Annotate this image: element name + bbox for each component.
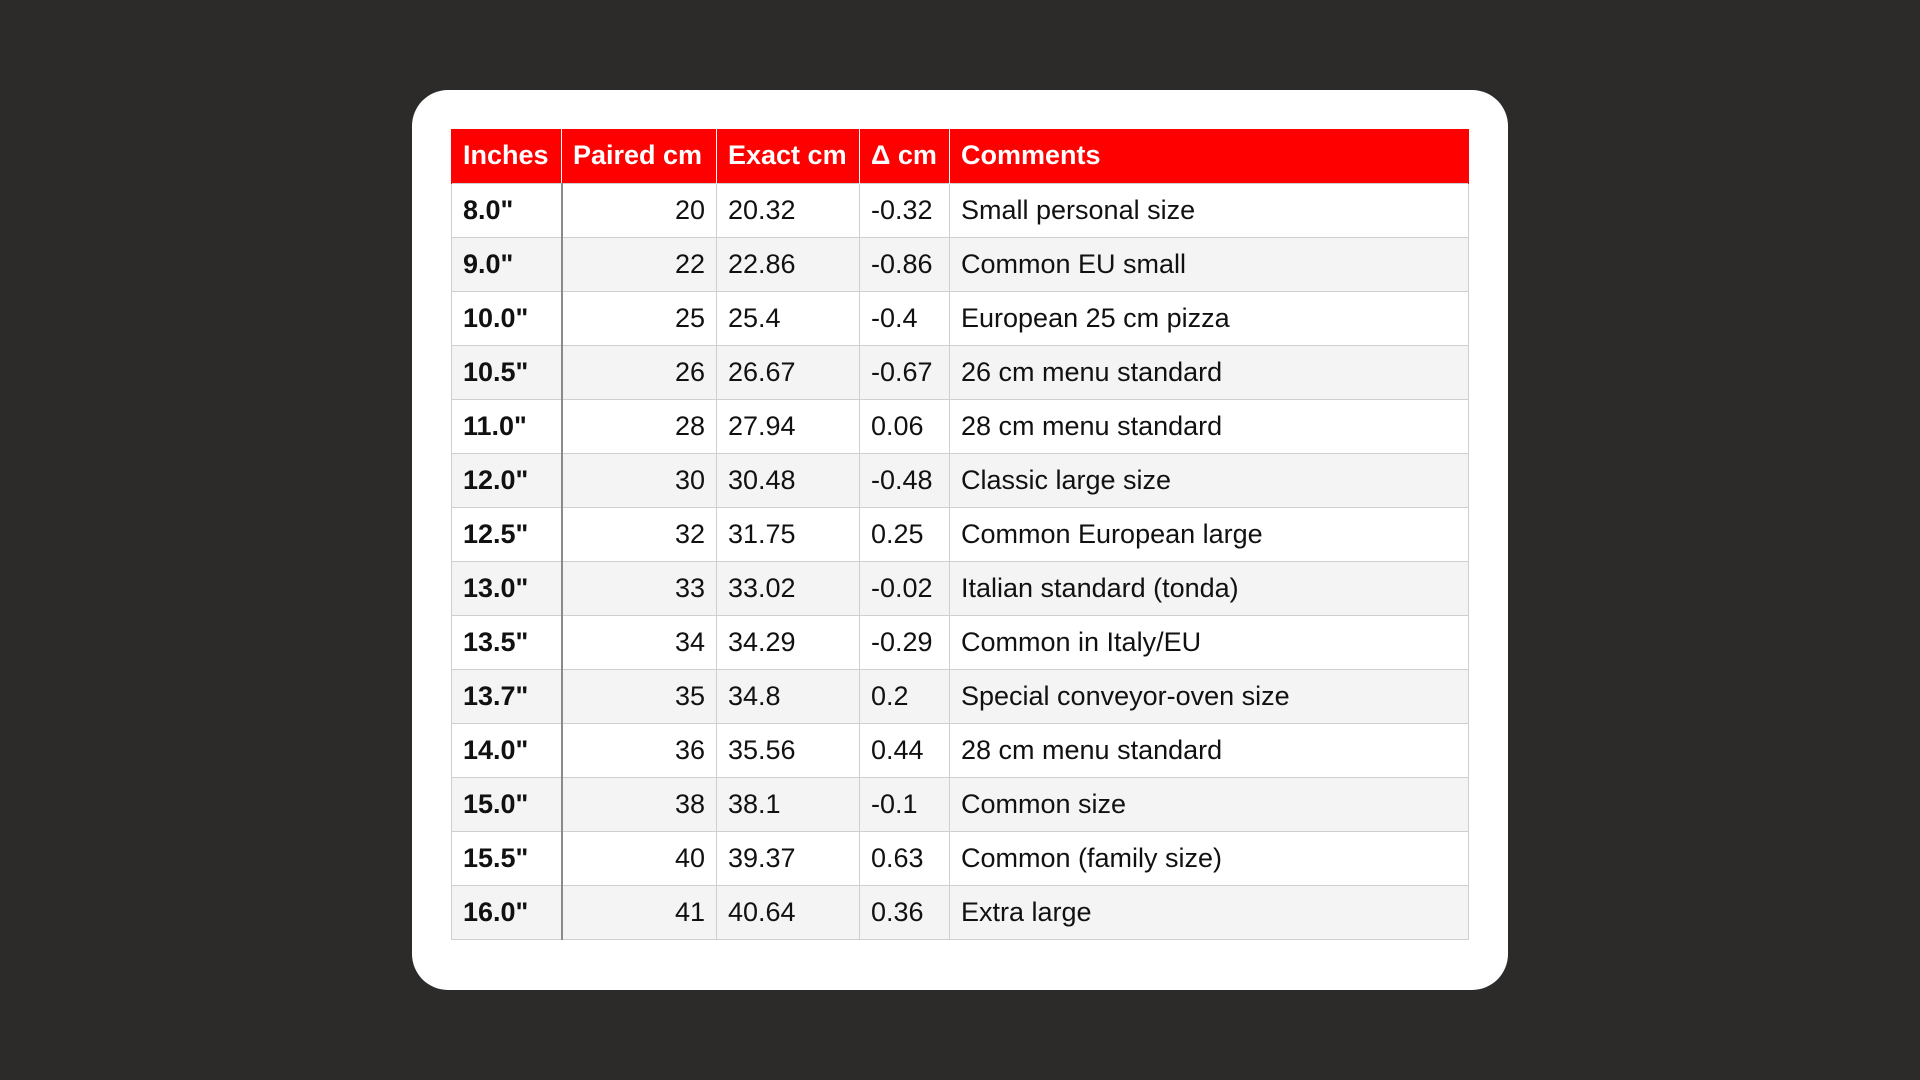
cell-paired-cm: 40	[562, 831, 717, 885]
table-row	[452, 723, 1469, 777]
cell-delta-cm: 0.63	[860, 831, 950, 885]
cell-inches: 13.5"	[452, 615, 562, 669]
cell-inches: 16.0"	[452, 885, 562, 939]
cell-paired-cm: 20	[562, 183, 717, 237]
cell-delta-cm: 0.36	[860, 885, 950, 939]
cell-delta-cm: 0.2	[860, 669, 950, 723]
cell-inches: 12.0"	[452, 453, 562, 507]
cell-exact-cm: 38.1	[717, 777, 860, 831]
table-row	[452, 345, 1469, 399]
header-delta-cm: Δ cm	[860, 129, 950, 183]
cell-delta-cm: -0.1	[860, 777, 950, 831]
table-card	[412, 90, 1508, 990]
table-row	[452, 183, 1469, 237]
cell-comment: European 25 cm pizza	[950, 291, 1469, 345]
cell-paired-cm: 36	[562, 723, 717, 777]
cell-paired-cm: 28	[562, 399, 717, 453]
cell-delta-cm: -0.4	[860, 291, 950, 345]
cell-exact-cm: 39.37	[717, 831, 860, 885]
cell-delta-cm: 0.44	[860, 723, 950, 777]
table-row	[452, 561, 1469, 615]
table-row	[452, 291, 1469, 345]
table-row	[452, 237, 1469, 291]
cell-paired-cm: 33	[562, 561, 717, 615]
cell-exact-cm: 30.48	[717, 453, 860, 507]
cell-exact-cm: 25.4	[717, 291, 860, 345]
table-row	[452, 669, 1469, 723]
table-header-row	[452, 129, 1469, 183]
cell-inches: 12.5"	[452, 507, 562, 561]
cell-exact-cm: 27.94	[717, 399, 860, 453]
header-exact-cm: Exact cm	[717, 129, 860, 183]
table-row	[452, 399, 1469, 453]
cell-delta-cm: 0.06	[860, 399, 950, 453]
table-row	[452, 885, 1469, 939]
cell-comment: Special conveyor-oven size	[950, 669, 1469, 723]
cell-paired-cm: 41	[562, 885, 717, 939]
table-row	[452, 507, 1469, 561]
cell-comment: Common (family size)	[950, 831, 1469, 885]
cell-inches: 10.0"	[452, 291, 562, 345]
cell-comment: Italian standard (tonda)	[950, 561, 1469, 615]
table-row	[452, 615, 1469, 669]
cell-exact-cm: 26.67	[717, 345, 860, 399]
cell-inches: 13.7"	[452, 669, 562, 723]
cell-comment: Common in Italy/EU	[950, 615, 1469, 669]
table-row	[452, 831, 1469, 885]
cell-comment: Common size	[950, 777, 1469, 831]
cell-exact-cm: 34.29	[717, 615, 860, 669]
cell-comment: Extra large	[950, 885, 1469, 939]
cell-comment: 28 cm menu standard	[950, 723, 1469, 777]
cell-paired-cm: 26	[562, 345, 717, 399]
table-row	[452, 453, 1469, 507]
cell-inches: 13.0"	[452, 561, 562, 615]
cell-delta-cm: 0.25	[860, 507, 950, 561]
cell-exact-cm: 22.86	[717, 237, 860, 291]
cell-exact-cm: 34.8	[717, 669, 860, 723]
cell-exact-cm: 31.75	[717, 507, 860, 561]
pizza-size-conversion-table	[451, 129, 1469, 940]
cell-inches: 14.0"	[452, 723, 562, 777]
cell-paired-cm: 32	[562, 507, 717, 561]
table-body	[452, 183, 1469, 939]
cell-delta-cm: -0.67	[860, 345, 950, 399]
cell-paired-cm: 22	[562, 237, 717, 291]
cell-paired-cm: 38	[562, 777, 717, 831]
header-paired-cm: Paired cm	[562, 129, 717, 183]
cell-paired-cm: 30	[562, 453, 717, 507]
cell-delta-cm: -0.86	[860, 237, 950, 291]
cell-inches: 15.0"	[452, 777, 562, 831]
cell-inches: 10.5"	[452, 345, 562, 399]
cell-comment: Common European large	[950, 507, 1469, 561]
cell-exact-cm: 20.32	[717, 183, 860, 237]
cell-inches: 15.5"	[452, 831, 562, 885]
cell-comment: Common EU small	[950, 237, 1469, 291]
cell-exact-cm: 33.02	[717, 561, 860, 615]
header-comments: Comments	[950, 129, 1469, 183]
cell-comment: 26 cm menu standard	[950, 345, 1469, 399]
cell-paired-cm: 34	[562, 615, 717, 669]
cell-delta-cm: -0.32	[860, 183, 950, 237]
cell-comment: Small personal size	[950, 183, 1469, 237]
cell-inches: 11.0"	[452, 399, 562, 453]
table-row	[452, 777, 1469, 831]
cell-comment: Classic large size	[950, 453, 1469, 507]
cell-delta-cm: -0.02	[860, 561, 950, 615]
cell-paired-cm: 25	[562, 291, 717, 345]
cell-comment: 28 cm menu standard	[950, 399, 1469, 453]
cell-exact-cm: 35.56	[717, 723, 860, 777]
cell-paired-cm: 35	[562, 669, 717, 723]
cell-exact-cm: 40.64	[717, 885, 860, 939]
cell-delta-cm: -0.48	[860, 453, 950, 507]
cell-delta-cm: -0.29	[860, 615, 950, 669]
cell-inches: 9.0"	[452, 237, 562, 291]
header-inches: Inches	[452, 129, 562, 183]
cell-inches: 8.0"	[452, 183, 562, 237]
